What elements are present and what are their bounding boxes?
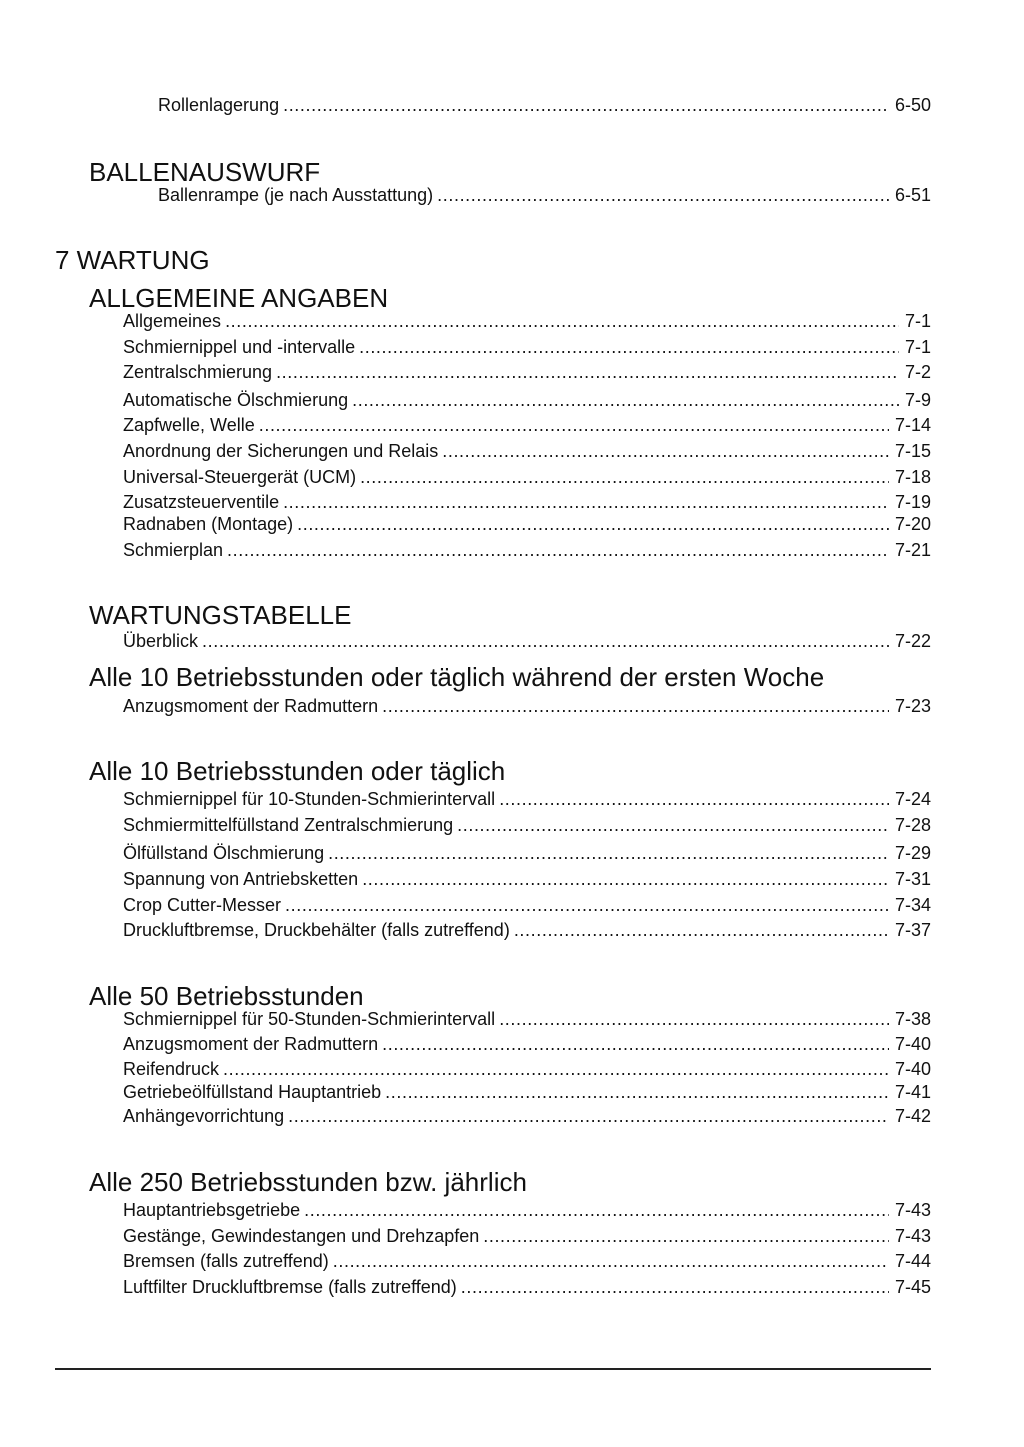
toc-entry-title: Hauptantriebsgetriebe (123, 1200, 301, 1220)
dot-leader (359, 336, 899, 358)
dot-leader (202, 630, 889, 652)
toc-entry-title: Spannung von Antriebsketten (123, 869, 359, 889)
toc-entry[interactable] (123, 414, 931, 436)
toc-entry-page: 7-23 (894, 696, 931, 716)
toc-entry-page: 7-19 (894, 492, 931, 512)
dot-leader (285, 894, 889, 916)
toc-entry-title: Reifendruck (123, 1059, 220, 1079)
dot-leader (227, 539, 889, 561)
toc-entry-page: 7-38 (894, 1009, 931, 1029)
dot-leader (483, 1225, 889, 1247)
dot-leader (385, 1081, 889, 1103)
footer-rule (55, 1368, 931, 1370)
toc-entry-page: 6-51 (894, 185, 931, 205)
dot-leader (442, 440, 889, 462)
toc-entry-title: Druckluftbremse, Druckbehälter (falls zutreffend) (123, 920, 510, 940)
section-heading: Alle 50 Betriebsstunden (89, 981, 364, 1011)
toc-entry-page: 7-2 (904, 362, 931, 382)
toc-entry-page: 7-24 (894, 789, 931, 809)
toc-entry-title: Crop Cutter-Messer (123, 895, 282, 915)
toc-entry-title: Zentralschmierung (123, 362, 273, 382)
dot-leader (382, 1033, 889, 1055)
toc-entry-title: Ballenrampe (je nach Ausstattung) (158, 185, 434, 205)
toc-entry[interactable] (123, 310, 931, 332)
toc-entry[interactable] (123, 539, 931, 561)
toc-entry-title: Zusatzsteuerventile (123, 492, 280, 512)
toc-entry[interactable] (123, 842, 931, 864)
toc-entry-title: Universal-Steuergerät (UCM) (123, 467, 357, 487)
dot-leader (304, 1199, 889, 1221)
dot-leader (499, 1008, 889, 1030)
toc-entry[interactable] (123, 630, 931, 652)
toc-entry-title: Anzugsmoment der Radmuttern (123, 1034, 379, 1054)
toc-entry-page: 7-22 (894, 631, 931, 651)
toc-entry[interactable] (123, 336, 931, 358)
section-heading: WARTUNGSTABELLE (89, 600, 352, 630)
toc-entry-page: 7-9 (904, 390, 931, 410)
dot-leader (333, 1250, 889, 1272)
toc-entry-title: Anhängevorrichtung (123, 1106, 285, 1126)
section-heading: BALLENAUSWURF (89, 157, 321, 187)
dot-leader (259, 414, 889, 436)
dot-leader (352, 389, 899, 411)
toc-entry[interactable] (123, 440, 931, 462)
toc-entry-page: 7-43 (894, 1226, 931, 1246)
toc-entry-page: 7-43 (894, 1200, 931, 1220)
dot-leader (499, 788, 889, 810)
toc-entry-page: 7-45 (894, 1277, 931, 1297)
toc-entry[interactable] (123, 1081, 931, 1103)
dot-leader (360, 466, 889, 488)
toc-entry-title: Überblick (123, 631, 199, 651)
section-heading: Alle 250 Betriebsstunden bzw. jährlich (89, 1167, 527, 1197)
toc-entry-title: Anordnung der Sicherungen und Relais (123, 441, 439, 461)
dot-leader (297, 513, 889, 535)
toc-entry-page: 7-31 (894, 869, 931, 889)
toc-entry-title: Radnaben (Montage) (123, 514, 294, 534)
toc-entry-title: Allgemeines (123, 311, 222, 331)
toc-entry-page: 7-1 (904, 311, 931, 331)
toc-entry[interactable] (123, 491, 931, 513)
chapter-heading: 7 WARTUNG (55, 245, 210, 275)
toc-entry-page: 7-15 (894, 441, 931, 461)
dot-leader (276, 361, 899, 383)
toc-entry[interactable] (123, 1276, 931, 1298)
toc-entry[interactable] (123, 1250, 931, 1272)
toc-entry-title: Schmiermittelfüllstand Zentralschmierung (123, 815, 454, 835)
toc-entry-page: 7-42 (894, 1106, 931, 1126)
toc-entry-title: Schmiernippel für 10-Stunden-Schmierintervall (123, 789, 496, 809)
toc-entry[interactable] (123, 868, 931, 890)
dot-leader (362, 868, 889, 890)
dot-leader (223, 1058, 889, 1080)
section-heading: Alle 10 Betriebsstunden oder täglich während der ersten Woche (89, 662, 825, 692)
toc-entry-page: 7-34 (894, 895, 931, 915)
toc-entry[interactable] (123, 361, 931, 383)
toc-entry[interactable] (123, 466, 931, 488)
toc-entry-title: Bremsen (falls zutreffend) (123, 1251, 329, 1271)
toc-entry-page: 7-44 (894, 1251, 931, 1271)
toc-entry[interactable] (158, 94, 931, 116)
toc-entry[interactable] (123, 1199, 931, 1221)
toc-entry-title: Schmiernippel und -intervalle (123, 337, 356, 357)
toc-entry[interactable] (123, 513, 931, 535)
toc-entry[interactable] (123, 1008, 931, 1030)
toc-entry[interactable] (123, 1105, 931, 1127)
dot-leader (382, 695, 889, 717)
toc-entry[interactable] (123, 788, 931, 810)
dot-leader (283, 491, 889, 513)
toc-entry-page: 7-41 (894, 1082, 931, 1102)
toc-entry[interactable] (123, 1225, 931, 1247)
dot-leader (288, 1105, 889, 1127)
toc-entry[interactable] (123, 389, 931, 411)
toc-entry-page: 7-37 (894, 920, 931, 940)
section-heading: ALLGEMEINE ANGABEN (89, 283, 389, 313)
toc-entry-title: Zapfwelle, Welle (123, 415, 255, 435)
toc-entry-title: Luftfilter Druckluftbremse (falls zutreffend) (123, 1277, 457, 1297)
toc-entry-title: Gestänge, Gewindestangen und Drehzapfen (123, 1226, 480, 1246)
toc-entry-title: Schmiernippel für 50-Stunden-Schmierintervall (123, 1009, 496, 1029)
section-heading: Alle 10 Betriebsstunden oder täglich (89, 756, 506, 786)
toc-entry-title: Getriebeölfüllstand Hauptantrieb (123, 1082, 382, 1102)
toc-entry-page: 7-21 (894, 540, 931, 560)
dot-leader (225, 310, 899, 332)
toc-entry-page: 7-40 (894, 1059, 931, 1079)
toc-entry-title: Ölfüllstand Ölschmierung (123, 843, 325, 863)
toc-entry-page: 7-18 (894, 467, 931, 487)
toc-entry-title: Rollenlagerung (158, 95, 280, 115)
toc-entry-page: 6-50 (894, 95, 931, 115)
toc-entry-title: Schmierplan (123, 540, 224, 560)
toc-entry-page: 7-1 (904, 337, 931, 357)
dot-leader (283, 94, 889, 116)
toc-entry-page: 7-40 (894, 1034, 931, 1054)
toc-entry-page: 7-14 (894, 415, 931, 435)
toc-entry-page: 7-28 (894, 815, 931, 835)
toc-entry[interactable] (158, 184, 931, 206)
toc-entry[interactable] (123, 695, 931, 717)
toc-entry-title: Automatische Ölschmierung (123, 390, 349, 410)
toc-entry[interactable] (123, 1033, 931, 1055)
toc-entry[interactable] (123, 1058, 931, 1080)
dot-leader (437, 184, 889, 206)
dot-leader (328, 842, 889, 864)
toc-entry[interactable] (123, 919, 931, 941)
toc-entry-page: 7-20 (894, 514, 931, 534)
dot-leader (457, 814, 889, 836)
toc-entry-title: Anzugsmoment der Radmuttern (123, 696, 379, 716)
toc-entry[interactable] (123, 894, 931, 916)
toc-entry-page: 7-29 (894, 843, 931, 863)
dot-leader (461, 1276, 889, 1298)
toc-entry[interactable] (123, 814, 931, 836)
dot-leader (514, 919, 889, 941)
